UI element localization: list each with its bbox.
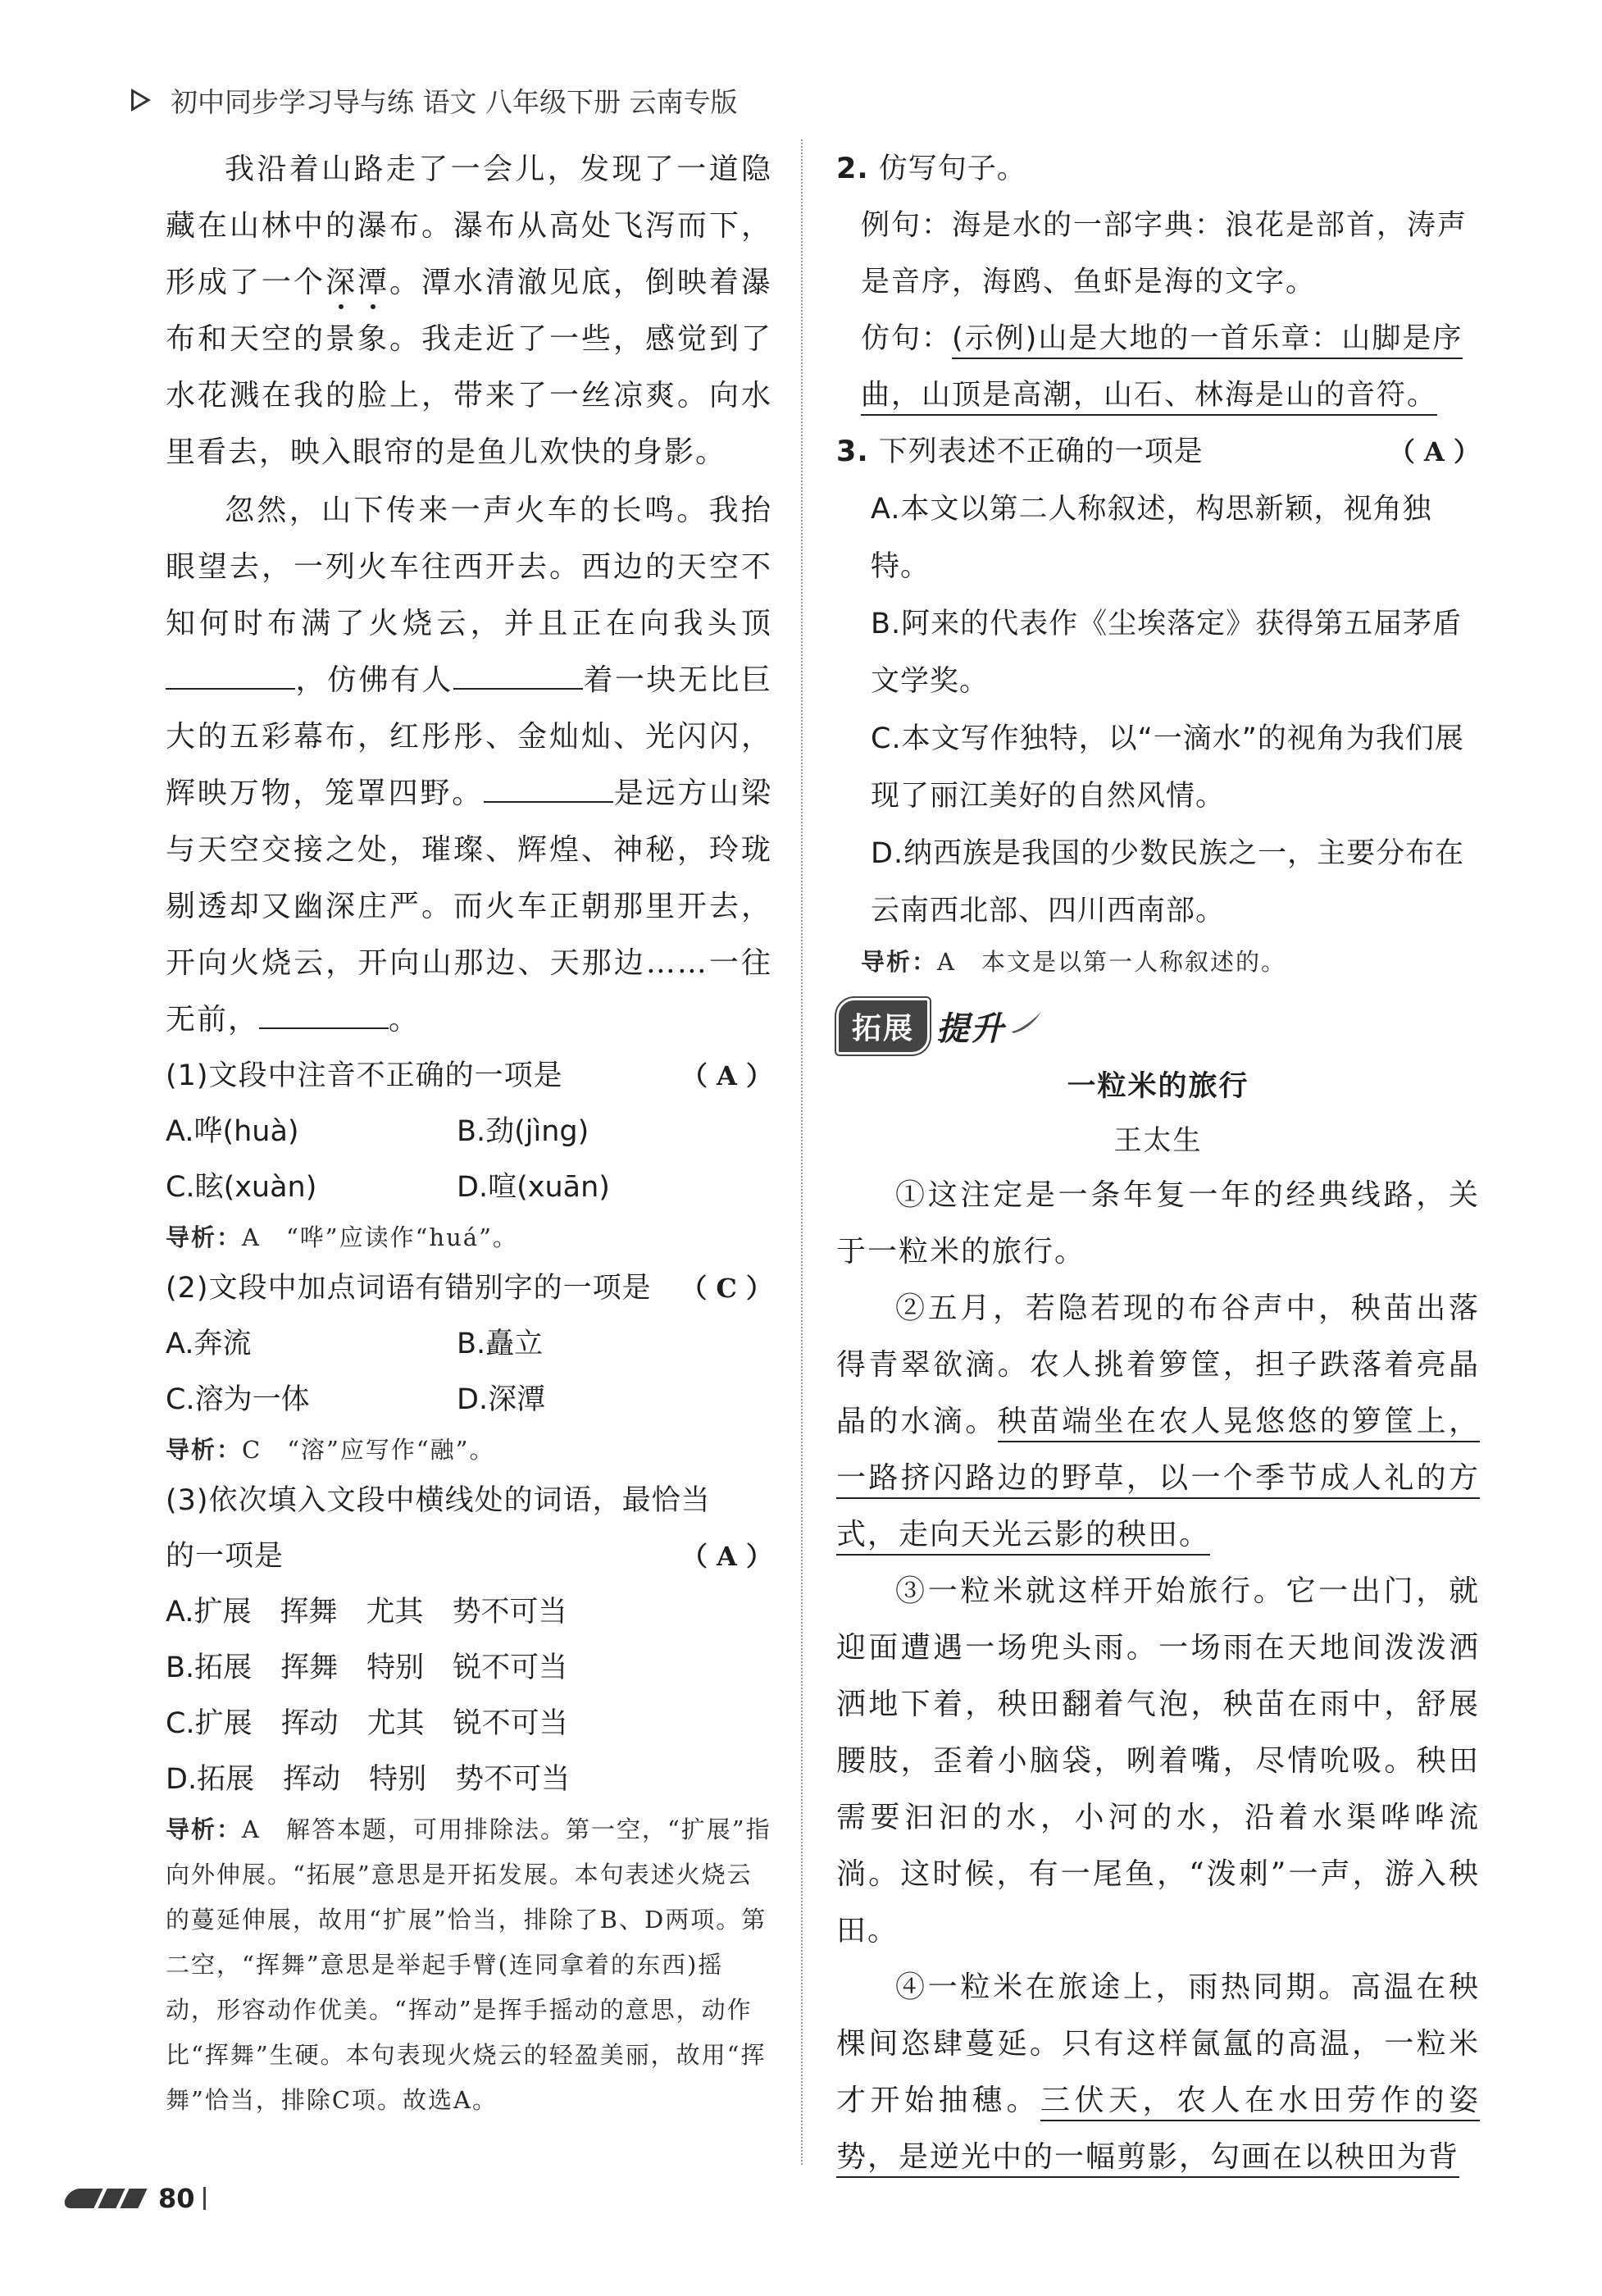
question-3-option-a: A.扩展 挥舞 尤其 势不可当	[166, 1596, 567, 1629]
example-sentence: 例句：海是水的一部字典：浪花是部首，涛声是音序，海鸥、鱼虾是海的文字。	[861, 209, 1468, 298]
passage-paragraph-2: 忽然，山下传来一声火车的长鸣。我抬眼望去，一列火车往西开去。西边的天空不知何时布满了火烧云，并且正在向我头顶，仿佛有人 着一块无比巨大的五彩幕布，红彤彤、金灿灿、光闪闪，辉映万物，笼罩四野。 是远方山梁与天空交接之处，璀璨、辉煌、神秘，玲珑剔透却又幽深庄严。而火车正朝那里开去，开向火烧云，开向山那边、天那边……一往无前， 。	[166, 494, 772, 1036]
question-3-line-2: 的一项是 （ A ）	[166, 1528, 772, 1584]
question-2-options-row-2: C.溶为一体 D.深潭	[166, 1383, 546, 1416]
answer-1: （ A ）	[680, 1060, 772, 1091]
answer-r3: （ A ）	[1388, 436, 1480, 467]
question-r3-option-d: D.纳西族是我国的少数民族之一，主要分布在云南西北部、四川西南部。	[871, 837, 1465, 927]
play-triangle-icon	[131, 89, 151, 112]
question-r3-option-b: B.阿来的代表作《尘埃落定》获得第五届茅盾文学奖。	[871, 608, 1463, 698]
page-number: 80	[158, 2183, 195, 2214]
page-header	[131, 75, 737, 125]
guide-2: 导析：C “溶”应写作“融”。	[166, 1436, 495, 1464]
fill-blank-2	[453, 655, 583, 690]
section-badge-label: 拓展	[836, 998, 930, 1055]
book-title: 初中同步学习导与练 语文 八年级下册 云南专版	[171, 85, 738, 118]
question-r3-option-c: C.本文写作独特，以“一滴水”的视角为我们展现了丽江美好的自然风情。	[871, 722, 1464, 813]
fill-blank-3	[484, 768, 613, 803]
dotted-word: 深潭	[325, 266, 389, 299]
guide-1: 导析：A “哗”应读作“huá”。	[166, 1223, 518, 1251]
question-2-options-row-1: A.奔流 B.矗立	[166, 1328, 544, 1360]
passage-paragraph-1: 我沿着山路走了一会儿，发现了一道隐藏在山林中的瀑布。瀑布从高处飞泻而下，形成了一个深潭。潭水清澈见底，倒映着瀑布和天空的景象。我走近了一些，感觉到了水花溅在我的脸上，带来了一丝凉爽。向水里看去，映入眼帘的是鱼儿欢快的身影。	[166, 153, 772, 469]
article-paragraph-3: ③一粒米就这样开始旅行。它一出门，就迎面遭遇一场兜头雨。一场雨在天地间泼泼洒洒地下着，秧田翻着气泡，秧苗在雨中，舒展腰肢，歪着小脑袋，咧着嘴，尽情吮吸。秧田需要汩汩的水，小河的水，沿着水渠哗哗流淌。这时候，有一尾鱼，“泼刺”一声，游入秧田。	[836, 1574, 1480, 1947]
left-column	[166, 141, 772, 2123]
section-badge	[836, 993, 1480, 1059]
answer-2: （ C ）	[680, 1273, 772, 1304]
section-badge-label-2: 提升	[936, 1009, 1006, 1048]
imitation-sentence: 仿句：(示例)山是大地的一首乐章：山脚是序曲，山顶是高潮，山石、林海是山的音符。	[836, 311, 1480, 424]
article-author: 王太生	[1113, 1124, 1203, 1157]
decorative-stripes-icon	[66, 2189, 147, 2208]
question-r3: 3. 下列表述不正确的一项是 （ A ）	[836, 424, 1480, 481]
guide-3: 导析：A 解答本题，可用排除法。第一空，“扩展”指向外伸展。“拓展”意思是开拓发展。本句表述火烧云的蔓延伸展，故用“扩展”恰当，排除了B、D两项。第二空，“挥舞”意思是举起手臂(连同拿着的东西)摇动，形容动作优美。“挥动”是挥手摇动的意思，动作比“挥舞”生硬。本句表现火烧云的轻盈美丽，故用“挥舞”恰当，排除C项。故选A。	[166, 1815, 771, 2114]
page-footer	[66, 2183, 206, 2214]
divider-bar	[203, 2187, 206, 2210]
question-3: (3)依次填入文段中横线处的词语，最恰当	[166, 1484, 711, 1517]
question-1: (1)文段中注音不正确的一项是 （ A ）	[166, 1048, 772, 1104]
article-paragraph-4: ④一粒米在旅途上，雨热同期。高温在秧棵间恣肆蔓延。只有这样氤氲的高温，一粒米才开始抽穗。三伏天，农人在水田劳作的姿势，是逆光中的一幅剪影，勾画在以秧田为背	[836, 1959, 1480, 2185]
question-1-options-row-2: C.眩(xuàn) D.喧(xuān)	[166, 1171, 610, 1204]
fill-blank-1	[166, 655, 295, 690]
article-paragraph-2: ②五月，若隐若现的布谷声中，秧苗出落得青翠欲滴。农人挑着箩筐，担子跌落着亮晶晶的水滴。秧苗端坐在农人晃悠悠的箩筐上，一路挤闪路边的野草，以一个季节成人礼的方式，走向天光云影的秧田。	[836, 1280, 1480, 1563]
question-r3-option-a: A.本文以第二人称叙述，构思新颖，视角独特。	[871, 493, 1432, 583]
question-2: (2)文段中加点词语有错别字的一项是 （ C ）	[166, 1260, 772, 1316]
question-r2: 2. 仿写句子。	[836, 153, 1026, 185]
question-3-option-c: C.扩展 挥动 尤其 锐不可当	[166, 1707, 568, 1740]
answer-3: （ A ）	[680, 1541, 772, 1572]
fill-blank-4	[259, 995, 389, 1029]
article-paragraph-1: ①这注定是一条年复一年的经典线路，关于一粒米的旅行。	[836, 1178, 1480, 1269]
article-title: 一粒米的旅行	[1067, 1070, 1249, 1103]
column-divider	[801, 139, 803, 2165]
question-3-option-d: D.拓展 挥动 特别 势不可当	[166, 1763, 571, 1796]
guide-r3: 导析：A 本文是以第一人称叙述的。	[861, 948, 1286, 976]
leaf-icon	[1010, 1010, 1043, 1041]
question-1-options-row-1: A.哗(huà) B.劲(jìng)	[166, 1115, 589, 1148]
right-column	[836, 141, 1480, 2185]
question-3-option-b: B.拓展 挥舞 特别 锐不可当	[166, 1651, 568, 1684]
